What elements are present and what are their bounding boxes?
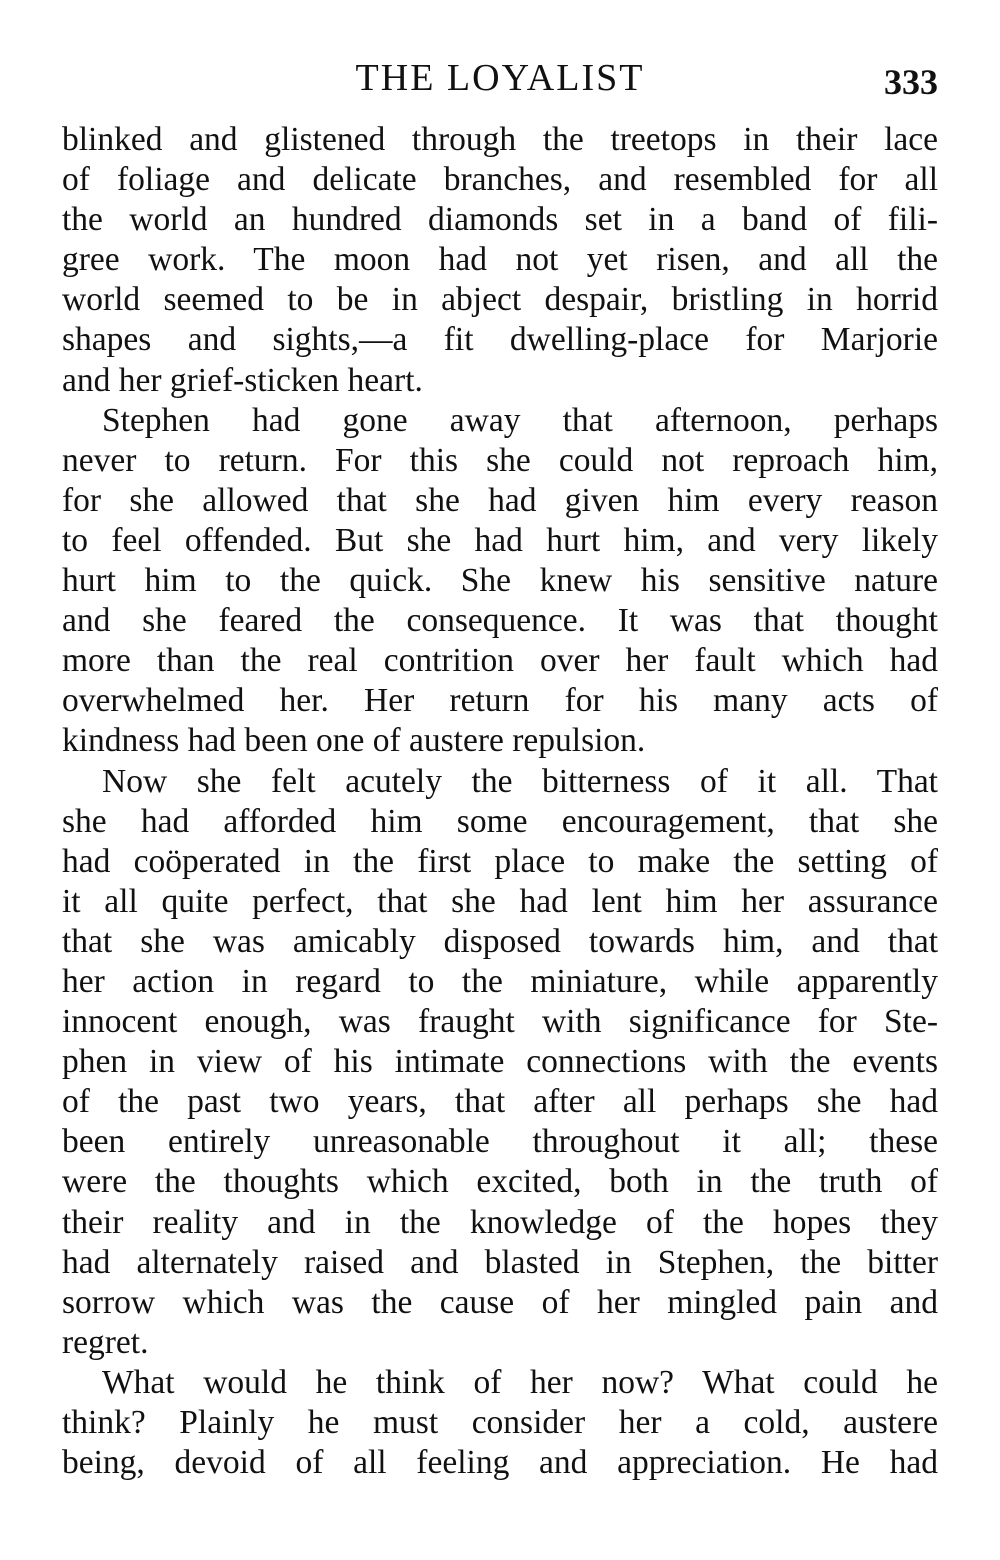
paragraph-2 — [62, 401, 938, 762]
text-line: of foliage and delicate branches, and resembled for all — [62, 161, 938, 199]
paragraph-1 — [62, 120, 938, 401]
text-line: to feel offended. But she had hurt him, and very likely — [62, 521, 938, 559]
text-line: and her grief-sticken heart. — [62, 361, 423, 399]
running-title: THE LOYALIST — [355, 57, 645, 99]
page-number: 333 — [884, 62, 938, 102]
text-line: sorrow which was the cause of her mingled pain and — [62, 1283, 938, 1321]
text-line: innocent enough, was fraught with significance for Ste- — [62, 1003, 938, 1041]
body-text — [62, 120, 938, 1483]
text-line: the world an hundred diamonds set in a band of fili- — [62, 201, 938, 239]
text-line: Now she felt acutely the bitterness of it all. That — [102, 762, 938, 800]
text-line: for she allowed that she had given him every reason — [62, 481, 938, 519]
text-line: blinked and glistened through the treetops in their lace — [62, 121, 938, 158]
text-line: world seemed to be in abject despair, bristling in horrid — [62, 281, 938, 319]
text-line: and she feared the consequence. It was that thought — [62, 602, 938, 640]
text-line: had coöperated in the first place to make the setting of — [62, 842, 938, 880]
text-line: were the thoughts which excited, both in the truth of — [62, 1163, 938, 1201]
text-line: think? Plainly he must consider her a cold, austere — [62, 1404, 938, 1441]
text-line: she had afforded him some encouragement, that she — [62, 802, 938, 840]
page-header — [62, 52, 938, 104]
text-line: being, devoid of all feeling and appreciation. He had — [62, 1444, 938, 1482]
text-line: gree work. The moon had not yet risen, and all the — [62, 241, 938, 279]
text-line: hurt him to the quick. She knew his sensitive nature — [62, 562, 938, 600]
text-line: it all quite perfect, that she had lent him her assurance — [62, 882, 938, 920]
text-line: regret. — [62, 1323, 149, 1361]
text-line: been entirely unreasonable throughout it all; these — [62, 1123, 938, 1161]
text-line: of the past two years, that after all perhaps she had — [62, 1083, 938, 1121]
text-line: Stephen had gone away that afternoon, perhaps — [102, 401, 938, 439]
text-line: her action in regard to the miniature, while apparently — [62, 962, 938, 1000]
paragraph-3 — [62, 762, 938, 1363]
text-line: What would he think of her now? What could he — [102, 1363, 938, 1401]
text-line: never to return. For this she could not reproach him, — [62, 441, 938, 479]
text-line: kindness had been one of austere repulsion. — [62, 722, 646, 760]
text-line: overwhelmed her. Her return for his many acts of — [62, 682, 938, 720]
text-line: phen in view of his intimate connections with the events — [62, 1043, 938, 1081]
text-line: their reality and in the knowledge of the hopes they — [62, 1203, 938, 1241]
text-line: had alternately raised and blasted in Stephen, the bitter — [62, 1243, 938, 1281]
paragraph-4 — [62, 1363, 938, 1483]
text-line: more than the real contrition over her fault which had — [62, 642, 938, 680]
text-line: that she was amicably disposed towards him, and that — [62, 922, 938, 960]
text-line: shapes and sights,—a fit dwelling-place for Marjorie — [62, 321, 938, 359]
